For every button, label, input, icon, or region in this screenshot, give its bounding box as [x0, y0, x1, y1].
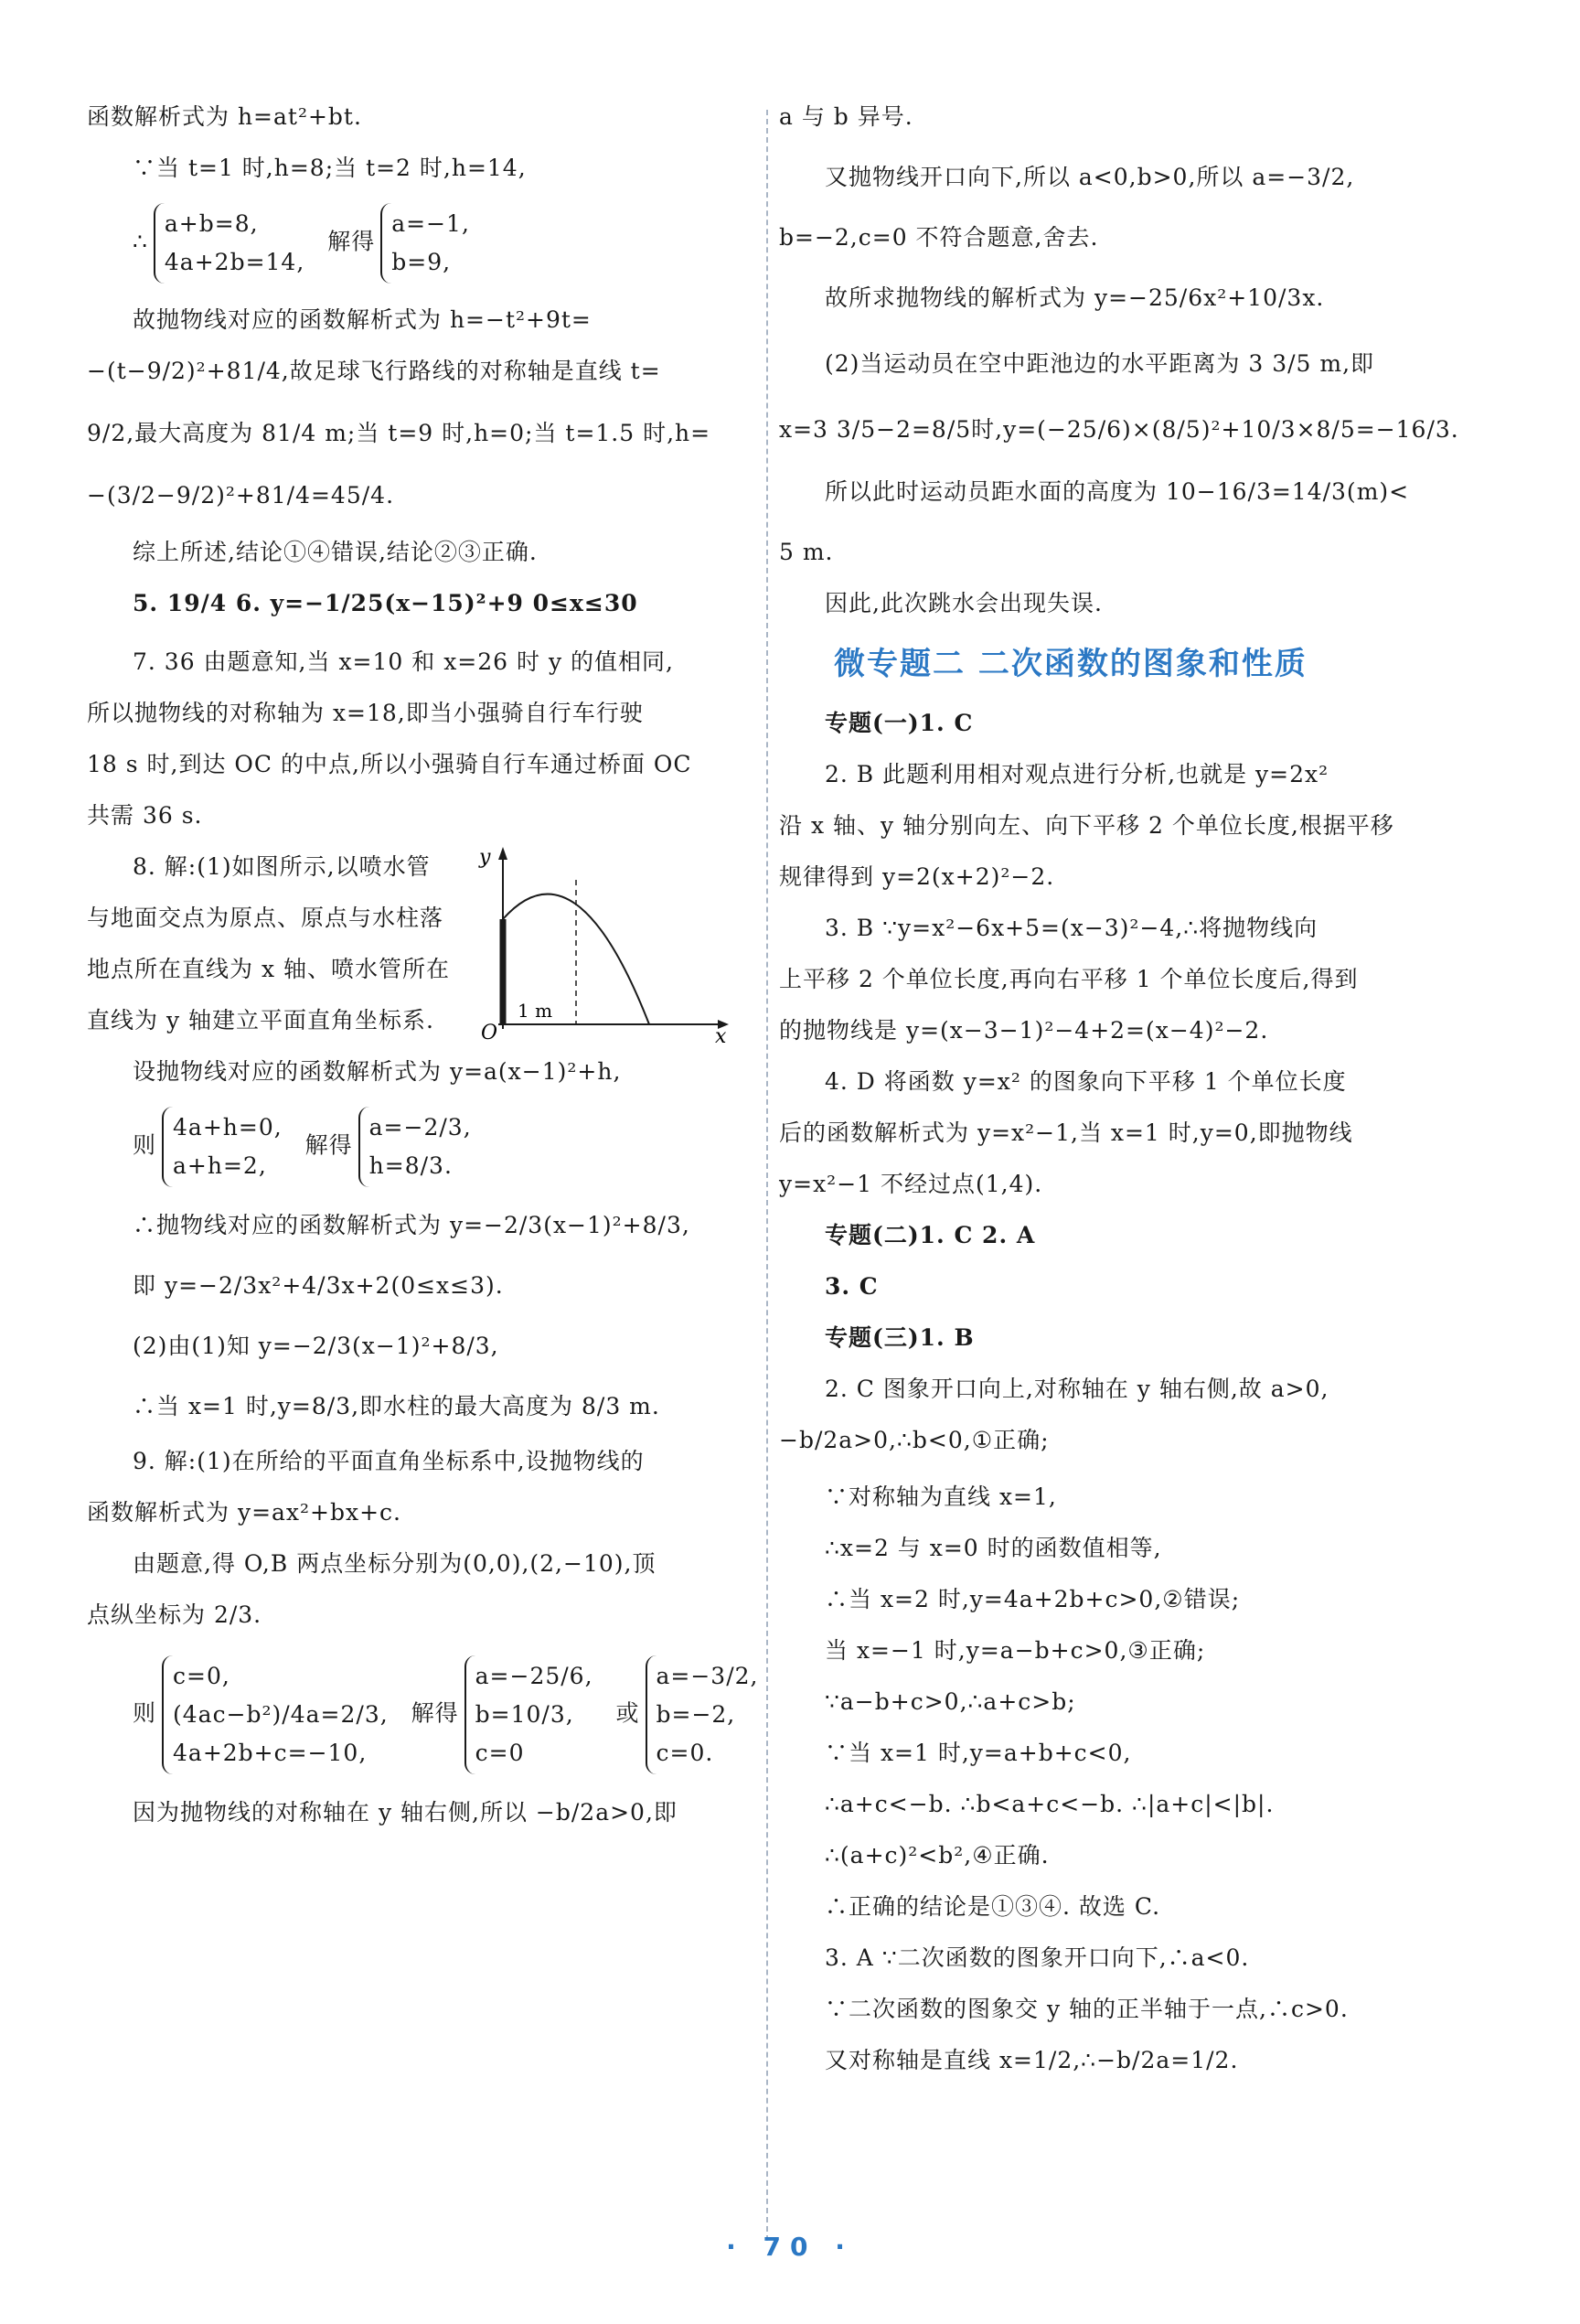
- text-line: 当 x=−1 时,y=a−b+c>0,③正确;: [825, 1637, 1206, 1664]
- text-line: 直线为 y 轴建立平面直角坐标系.: [87, 1007, 434, 1033]
- text-line: −(t−9/2)²+81/4,故足球飞行路线的对称轴是直线 t=: [87, 358, 661, 384]
- text-line: y=x²−1 不经过点(1,4).: [779, 1171, 1043, 1197]
- text-line: ∵对称轴为直线 x=1,: [825, 1483, 1057, 1510]
- text-line: 与地面交点为原点、原点与水柱落: [87, 905, 444, 931]
- text-line: 规律得到 y=2(x+2)²−2.: [779, 863, 1055, 890]
- text-line: −b/2a>0,∴b<0,①正确;: [779, 1427, 1050, 1453]
- text-line: ∴当 x=1 时,y=8/3,即水柱的最大高度为 8/3 m.: [133, 1393, 660, 1419]
- text-line: 综上所述,结论①④错误,结论②③正确.: [133, 539, 538, 565]
- brace-system: a=−2/3, h=8/3.: [358, 1107, 481, 1187]
- text-line: 共需 36 s.: [87, 802, 203, 829]
- topic-heading: 专题(一)1. C: [825, 710, 974, 736]
- text-line: ∵二次函数的图象交 y 轴的正半轴于一点,∴c>0.: [825, 1996, 1349, 2022]
- text-line: 的抛物线是 y=(x−3−1)²−4+2=(x−4)²−2.: [779, 1017, 1269, 1044]
- text-line: 因此,此次跳水会出现失误.: [825, 590, 1103, 616]
- text-line: 后的函数解析式为 y=x²−1,当 x=1 时,y=0,即抛物线: [779, 1119, 1353, 1146]
- text-line: 故抛物线对应的函数解析式为 h=−t²+9t=: [133, 306, 592, 333]
- topic-heading: 专题(三)1. B: [825, 1324, 975, 1351]
- section-title: 微专题二 二次函数的图象和性质: [834, 646, 1308, 682]
- left-column: [87, 101, 759, 1847]
- text-line: 9/2,最大高度为 81/4 m;当 t=9 时,h=0;当 t=1.5 时,h=: [87, 420, 711, 446]
- text-line: ∴正确的结论是①③④. 故选 C.: [825, 1893, 1161, 1920]
- answer-line: 2. C 图象开口向上,对称轴在 y 轴右侧,故 a>0,: [825, 1376, 1329, 1402]
- brace-system: 4a+h=0, a+h=2,: [162, 1107, 292, 1187]
- text-line: 点纵坐标为 2/3.: [87, 1601, 262, 1628]
- text-line: −(3/2−9/2)²+81/4=45/4.: [87, 482, 395, 509]
- brace-system: c=0, (4ac−b²)/4a=2/3, 4a+2b+c=−10,: [162, 1655, 398, 1774]
- y-axis-label: y: [479, 846, 491, 869]
- text-line: 上平移 2 个单位长度,再向右平移 1 个单位长度后,得到: [779, 966, 1359, 992]
- text-line: 设抛物线对应的函数解析式为 y=a(x−1)²+h,: [133, 1058, 622, 1085]
- text-line: ∴抛物线对应的函数解析式为 y=−2/3(x−1)²+8/3,: [133, 1212, 690, 1238]
- text-line: a 与 b 异号.: [779, 103, 913, 130]
- x-axis-label: x: [715, 1025, 727, 1043]
- origin-label: O: [481, 1022, 498, 1043]
- text-line: (2)当运动员在空中距池边的水平距离为 3 3/5 m,即: [825, 350, 1375, 377]
- text-line: ∵当 t=1 时,h=8;当 t=2 时,h=14,: [133, 155, 527, 181]
- answer-line: 7. 36 由题意知,当 x=10 和 x=26 时 y 的值相同,: [133, 648, 674, 675]
- text-line: 函数解析式为 y=ax²+bx+c.: [87, 1499, 401, 1526]
- distance-label: 1 m: [518, 1000, 553, 1022]
- text-line: 又抛物线开口向下,所以 a<0,b>0,所以 a=−3/2,: [825, 164, 1355, 190]
- text-line: 8. 解:(1)如图所示,以喷水管: [133, 853, 431, 880]
- text-line: ∵当 x=1 时,y=a+b+c<0,: [825, 1740, 1132, 1766]
- text-line: ∴当 x=2 时,y=4a+2b+c>0,②错误;: [825, 1586, 1241, 1612]
- answer-line: 3. A ∵二次函数的图象开口向下,∴a<0.: [825, 1944, 1250, 1971]
- equation-system: 则 4a+h=0, a+h=2, 解得 a=−2/3, h=8/3.: [87, 1107, 754, 1187]
- answer-line: 3. C: [825, 1273, 879, 1300]
- text-line: ∵a−b+c>0,∴a+c>b;: [825, 1688, 1076, 1715]
- text-line: 即 y=−2/3x²+4/3x+2(0≤x≤3).: [133, 1272, 504, 1299]
- brace-system: a=−3/2, b=−2, c=0.: [646, 1655, 768, 1774]
- answer-line: 2. B 此题利用相对观点进行分析,也就是 y=2x²: [825, 761, 1329, 787]
- text-line: 又对称轴是直线 x=1/2,∴−b/2a=1/2.: [825, 2047, 1239, 2073]
- text-line: ∴a+c<−b. ∴b<a+c<−b. ∴|a+c|<|b|.: [825, 1791, 1275, 1817]
- text-line: 沿 x 轴、y 轴分别向左、向下平移 2 个单位长度,根据平移: [779, 812, 1394, 839]
- equation-system: 则 c=0, (4ac−b²)/4a=2/3, 4a+2b+c=−10, 解得 a=−25/6, b=10/3, c=0 或 a=−3/2, b=−2, c=0.: [87, 1655, 754, 1774]
- topic-heading: 专题(二)1. C 2. A: [825, 1222, 1036, 1248]
- equation-system: ∴ a+b=8, 4a+2b=14, 解得 a=−1, b=9,: [87, 203, 754, 284]
- column-divider: [766, 110, 768, 2241]
- text-line: 18 s 时,到达 OC 的中点,所以小强骑自行车通过桥面 OC: [87, 751, 692, 777]
- text-line: 因为抛物线的对称轴在 y 轴右侧,所以 −b/2a>0,即: [133, 1799, 678, 1826]
- brace-system: a=−1, b=9,: [380, 203, 479, 284]
- text-line: 地点所在直线为 x 轴、喷水管所在: [87, 956, 450, 982]
- answer-line: 4. D 将函数 y=x² 的图象向下平移 1 个单位长度: [825, 1068, 1347, 1095]
- text-line: ∴(a+c)²<b²,④正确.: [825, 1842, 1050, 1869]
- text-line: x=3 3/5−2=8/5时,y=(−25/6)×(8/5)²+10/3×8/5=−16/3.: [779, 416, 1459, 443]
- brace-system: a+b=8, 4a+2b=14,: [154, 203, 314, 284]
- text-line: 5 m.: [779, 539, 834, 565]
- text-line: 由题意,得 O,B 两点坐标分别为(0,0),(2,−10),顶: [133, 1550, 657, 1577]
- answer-line: 5. 19/4 6. y=−1/25(x−15)²+9 0≤x≤30: [133, 590, 638, 616]
- text-line: 函数解析式为 h=at²+bt.: [87, 103, 362, 130]
- brace-system: a=−25/6, b=10/3, c=0: [464, 1655, 603, 1774]
- right-column: [779, 101, 1459, 2095]
- page-number: · 70 ·: [726, 2232, 854, 2262]
- text-line: 所以此时运动员距水面的高度为 10−16/3=14/3(m)<: [825, 478, 1410, 505]
- text-line: (2)由(1)知 y=−2/3(x−1)²+8/3,: [133, 1333, 499, 1359]
- q8-block: [87, 846, 754, 1043]
- text-line: ∴x=2 与 x=0 时的函数值相等,: [825, 1535, 1162, 1561]
- y-axis-arrow: [498, 847, 507, 860]
- text-line: b=−2,c=0 不符合题意,舍去.: [779, 224, 1099, 251]
- answer-line: 3. B ∵y=x²−6x+5=(x−3)²−4,∴将抛物线向: [825, 915, 1318, 941]
- text-line: 故所求抛物线的解析式为 y=−25/6x²+10/3x.: [825, 284, 1325, 311]
- parabola-figure: [466, 841, 731, 1043]
- text-line: 所以抛物线的对称轴为 x=18,即当小强骑自行车行驶: [87, 700, 644, 726]
- text-line: 9. 解:(1)在所给的平面直角坐标系中,设抛物线的: [133, 1448, 645, 1474]
